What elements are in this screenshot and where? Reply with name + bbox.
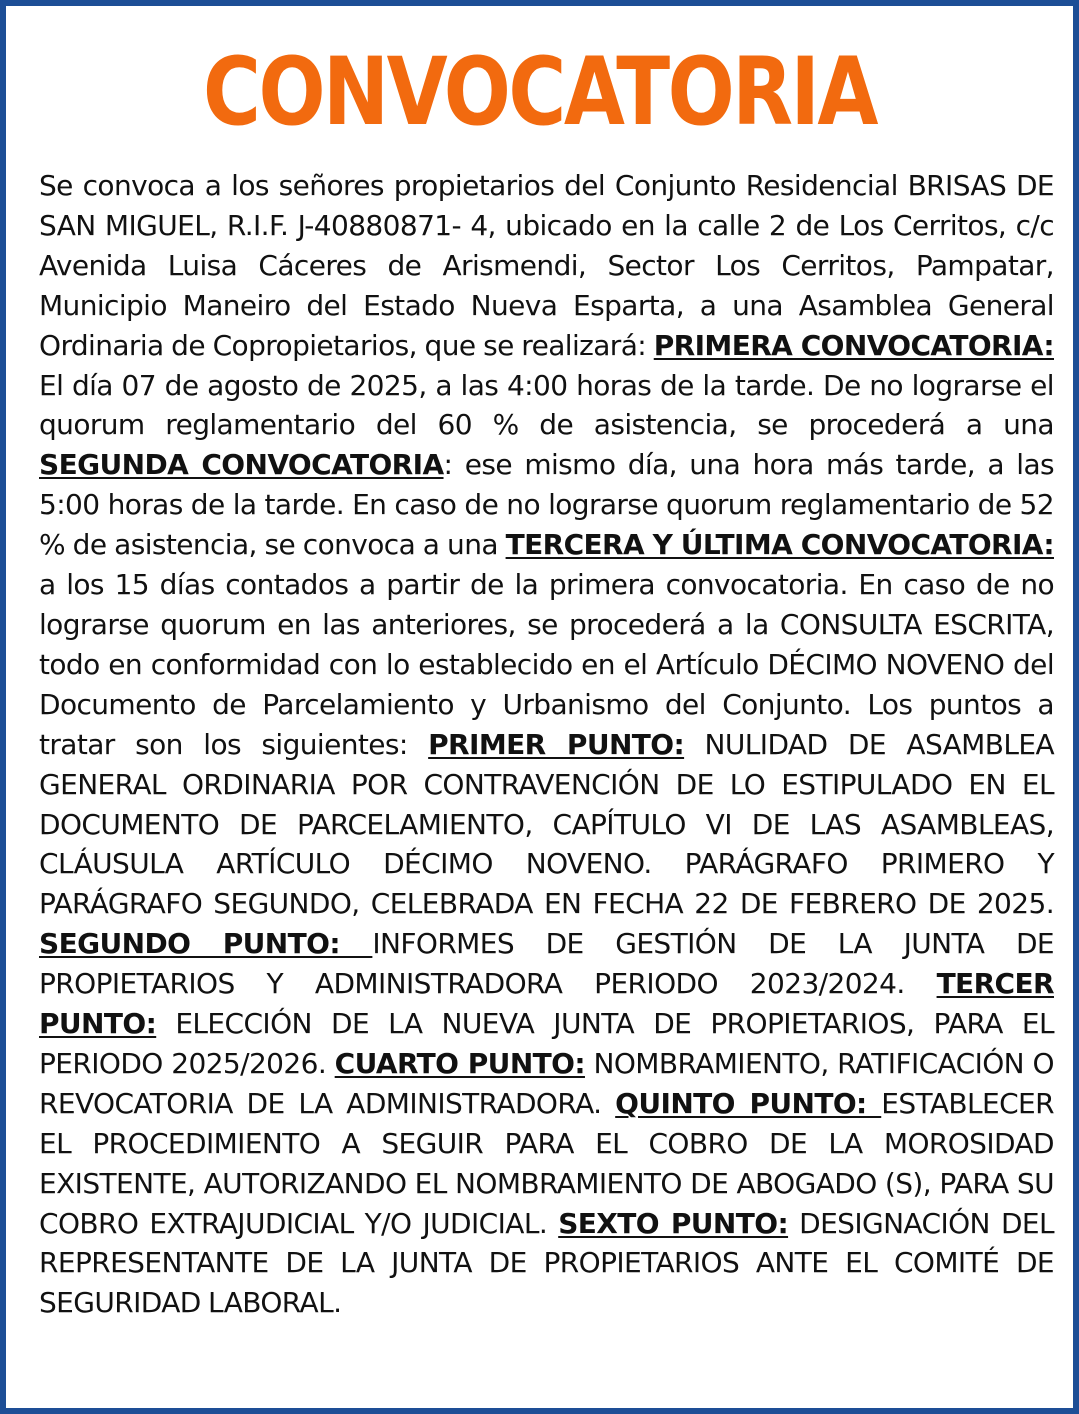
body-text: ESTABLECER EL PROCEDIMIENTO A SEGUIR PARA EL COBRO DE LA MOROSIDAD EXISTENTE, AUTORIZANDO EL NOMBRAMIENTO DE ABOGADO (S), PARA SU COBRO EXTRAJUDICIAL Y/O JUDICIAL. (39, 1086, 1054, 1240)
body-text: a los 15 días contados a partir de la primera convocatoria. En caso de no lograrse quorum en las anteriores, se procederá a la CONSULTA ESCRITA, todo en conformidad con lo establecido en el Artículo DÉCIMO NOVENO del Documento de Parcelamiento y Urbanismo del Conjunto. Los puntos a tratar son los siguientes: (39, 568, 1054, 761)
body-text: INFORMES DE GESTIÓN DE LA JUNTA DE PROPIETARIOS Y ADMINISTRADORA PERIODO 2023/2024. (39, 927, 1055, 1001)
heading-primer-punto: PRIMER PUNTO: (428, 727, 685, 761)
heading-tercera-convocatoria: TERCERA Y ÚLTIMA CONVOCATORIA: (505, 528, 1054, 562)
heading-primera-convocatoria: PRIMERA CONVOCATORIA: (653, 328, 1054, 362)
body-text: ELECCIÓN DE LA NUEVA JUNTA DE PROPIETARIOS, PARA EL PERIODO 2025/2026. (39, 1007, 1054, 1080)
heading-sexto-punto: SEXTO PUNTO: (558, 1206, 789, 1240)
body-text: Se convoca a los señores propietarios del Conjunto Residencial BRISAS DE SAN MIGUEL, R.I.F. J-40880871- 4, ubicado en la calle 2 de Los Cerritos, c/c Avenida Luisa Cáceres de Arismendi, Sector Los Cerritos, Pampatar, Municipio Maneiro del Estado Nueva Esparta, a una Asamblea General Ordinaria de Copropietarios, que se realizará: (39, 169, 1054, 362)
heading-segunda-convocatoria: SEGUNDA CONVOCATORIA (39, 448, 444, 482)
body-text: : ese mismo día, una hora más tarde, a las 5:00 horas de la tarde. En caso de no lograrse quorum reglamentario de 52 % de asistencia, se convoca a una (39, 448, 1055, 562)
heading-cuarto-punto: CUARTO PUNTO: (334, 1046, 585, 1080)
heading-tercer-punto: TERCER PUNTO: (39, 967, 1054, 1041)
body-text: El día 07 de agosto de 2025, a las 4:00 horas de la tarde. De no lograrse el quorum reglamentario del 60 % de asistencia, se procederá a una (39, 368, 1054, 442)
body-text: DESIGNACIÓN DEL REPRESENTANTE DE LA JUNTA DE PROPIETARIOS ANTE EL COMITÉ DE SEGURIDAD LABORAL. (39, 1206, 1054, 1320)
document-body (39, 166, 1054, 1323)
heading-quinto-punto: QUINTO PUNTO: (615, 1086, 882, 1120)
document-title: CONVOCATORIA (203, 38, 876, 147)
heading-segundo-punto: SEGUNDO PUNTO: (39, 927, 373, 961)
body-text: NULIDAD DE ASAMBLEA GENERAL ORDINARIA POR CONTRAVENCIÓN DE LO ESTIPULADO EN EL DOCUMENTO DE PARCELAMIENTO, CAPÍTULO VI DE LAS ASAMBLEAS, CLÁUSULA ARTÍCULO DÉCIMO NOVENO. PARÁGRAFO PRIMERO Y PARÁGRAFO SEGUNDO, CELEBRADA EN FECHA 22 DE FEBRERO DE 2025. (39, 727, 1054, 921)
body-text: NOMBRAMIENTO, RATIFICACIÓN O REVOCATORIA DE LA ADMINISTRADORA. (39, 1046, 1054, 1120)
